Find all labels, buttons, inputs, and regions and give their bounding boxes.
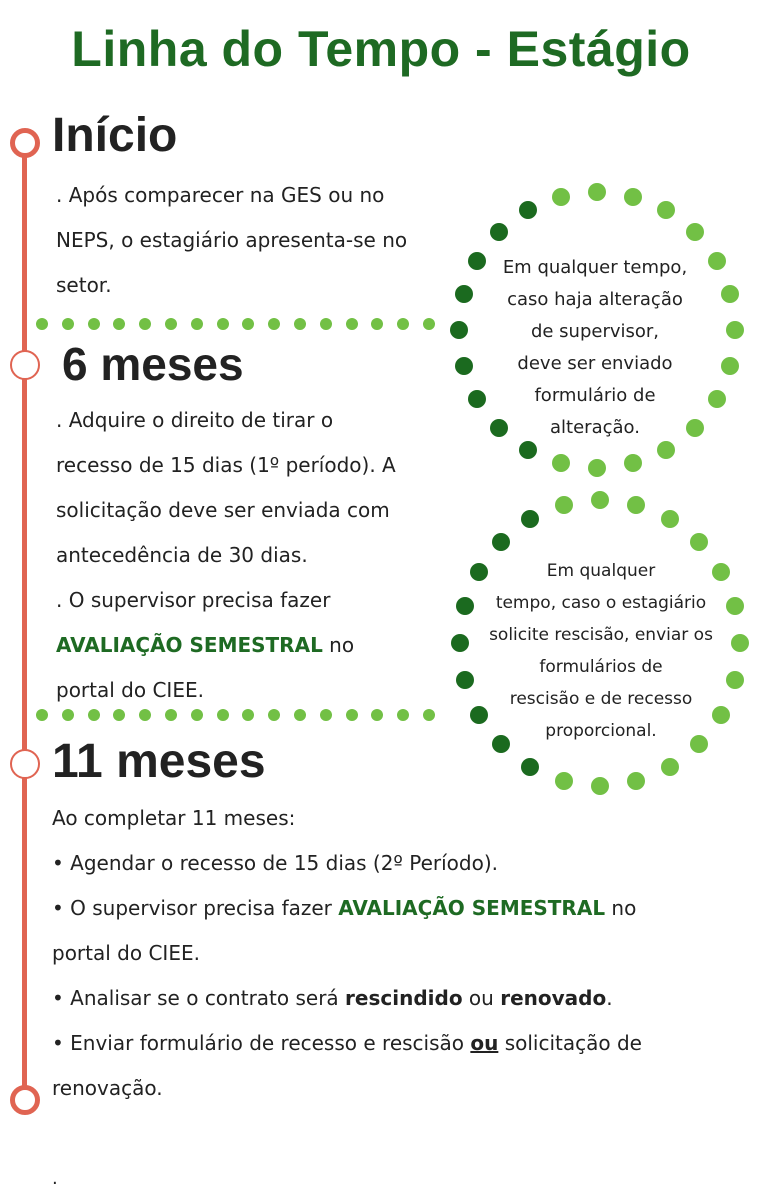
eleven-months-bullet: • Agendar o recesso de 15 dias (2º Período).	[52, 851, 498, 875]
circle-dot	[450, 321, 468, 339]
timeline-node-11-months	[10, 749, 40, 779]
circle-dot	[490, 223, 508, 241]
circle-dot	[624, 188, 642, 206]
eleven-months-heading: 11 meses	[52, 735, 266, 788]
six-months-line: . O supervisor precisa fazer	[56, 588, 331, 612]
circle-dot	[726, 321, 744, 339]
separator-dot	[320, 709, 332, 721]
circle-1-line: alteração.	[550, 417, 640, 438]
circle-dot	[555, 496, 573, 514]
circle-dot	[588, 183, 606, 201]
circle-2-line: Em qualquer	[546, 561, 656, 581]
separator-dot	[113, 318, 125, 330]
bullet-text: solicitação de	[498, 1031, 642, 1055]
circle-dot	[521, 758, 539, 776]
bullet-text: • Analisar se o contrato será	[52, 986, 346, 1010]
six-months-line-rest: no	[322, 633, 355, 657]
circle-dot	[624, 454, 642, 472]
circle-dot	[521, 510, 539, 528]
circle-dot	[455, 285, 473, 303]
circle-1-line: Em qualquer tempo,	[502, 257, 688, 278]
eleven-months-bullet	[52, 1021, 752, 1066]
circle-dot	[657, 201, 675, 219]
separator-dot	[371, 318, 383, 330]
separator-dot	[165, 318, 177, 330]
separator-dot	[268, 709, 280, 721]
separator-dot	[423, 318, 435, 330]
bullet-text: .	[606, 986, 613, 1010]
circle-dot	[661, 758, 679, 776]
separator-dot	[346, 318, 358, 330]
six-months-line: . Adquire o direito de tirar o	[56, 408, 334, 432]
separator-dot	[113, 709, 125, 721]
page-title: Linha do Tempo - Estágio	[71, 21, 691, 77]
six-months-line: antecedência de 30 dias.	[56, 543, 308, 567]
separator-dot	[217, 709, 229, 721]
timeline-line	[22, 146, 27, 1100]
separator-dot	[88, 709, 100, 721]
bullet-text: ou	[462, 986, 501, 1010]
circle-1-line: formulário de	[534, 385, 656, 406]
separator-dot	[294, 318, 306, 330]
circle-1-line: caso haja alteração	[507, 289, 683, 310]
bullet-text: • Enviar formulário de recesso e rescisão	[52, 1031, 471, 1055]
circle-1-line: de supervisor,	[530, 321, 660, 342]
inicio-line: setor.	[56, 273, 112, 297]
circle-dot	[455, 357, 473, 375]
dotted-separator	[36, 709, 436, 721]
separator-dot	[88, 318, 100, 330]
separator-dot	[139, 709, 151, 721]
eleven-months-text	[52, 796, 752, 1111]
bullet-text: no	[605, 896, 637, 920]
circle-dot	[627, 496, 645, 514]
separator-dot	[423, 709, 435, 721]
circle-1-note	[475, 252, 715, 444]
separator-dot	[191, 709, 203, 721]
bold-term: rescindido	[345, 986, 463, 1010]
separator-dot	[346, 709, 358, 721]
circle-dot	[519, 201, 537, 219]
six-months-text	[56, 398, 476, 713]
circle-dot	[686, 223, 704, 241]
separator-dot	[397, 318, 409, 330]
separator-dot	[294, 709, 306, 721]
timeline-node-start	[10, 128, 40, 158]
inicio-text	[56, 173, 476, 308]
circle-2-note	[470, 555, 732, 747]
separator-dot	[36, 318, 48, 330]
six-months-heading: 6 meses	[62, 338, 244, 390]
separator-dot	[242, 709, 254, 721]
circle-2-line: formulários de	[539, 657, 663, 677]
inicio-line: NEPS, o estagiário apresenta-se no	[56, 228, 408, 252]
eleven-months-bullet-cont: portal do CIEE.	[52, 941, 200, 965]
circle-2-line: solicite rescisão, enviar os	[489, 625, 713, 645]
circle-dot	[591, 777, 609, 795]
circle-dot	[690, 533, 708, 551]
circle-dot	[627, 772, 645, 790]
separator-dot	[165, 709, 177, 721]
circle-dot	[451, 634, 469, 652]
separator-dot	[191, 318, 203, 330]
evaluation-highlight: AVALIAÇÃO SEMESTRAL	[338, 896, 606, 920]
separator-dot	[217, 318, 229, 330]
circle-dot	[552, 454, 570, 472]
eleven-months-bullet	[52, 886, 752, 931]
footer-dot: .	[52, 1168, 58, 1189]
six-months-line: solicitação deve ser enviada com	[56, 498, 390, 522]
inicio-line: . Após comparecer na GES ou no	[56, 183, 385, 207]
bullet-text: • O supervisor precisa fazer	[52, 896, 339, 920]
separator-dot	[62, 709, 74, 721]
circle-dot	[555, 772, 573, 790]
separator-dot	[371, 709, 383, 721]
circle-dot	[492, 533, 510, 551]
underlined-term: ou	[470, 1031, 499, 1055]
circle-dot	[721, 285, 739, 303]
inicio-heading: Início	[52, 109, 178, 162]
circle-2-line: proporcional.	[545, 721, 657, 741]
circle-dot	[721, 357, 739, 375]
separator-dot	[62, 318, 74, 330]
circle-dot	[588, 459, 606, 477]
circle-1-line: deve ser enviado	[517, 353, 673, 374]
evaluation-highlight: AVALIAÇÃO SEMESTRAL	[56, 633, 323, 657]
circle-dot	[591, 491, 609, 509]
circle-dot	[661, 510, 679, 528]
six-months-line: recesso de 15 dias (1º período). A	[56, 453, 396, 477]
eleven-months-bullet-cont: renovação.	[52, 1076, 163, 1100]
timeline-node-end	[10, 1085, 40, 1115]
dotted-separator	[36, 318, 436, 330]
circle-dot	[731, 634, 749, 652]
separator-dot	[139, 318, 151, 330]
timeline-node-6-months	[10, 350, 40, 380]
separator-dot	[320, 318, 332, 330]
separator-dot	[397, 709, 409, 721]
eleven-months-intro: Ao completar 11 meses:	[52, 806, 296, 830]
bold-term: renovado	[500, 986, 607, 1010]
separator-dot	[268, 318, 280, 330]
six-months-line: portal do CIEE.	[56, 678, 204, 702]
circle-dot	[552, 188, 570, 206]
circle-2-line: tempo, caso o estagiário	[495, 593, 707, 613]
eleven-months-bullet	[52, 976, 752, 1021]
six-months-line	[56, 623, 476, 668]
circle-2-line: rescisão e de recesso	[509, 689, 693, 709]
separator-dot	[242, 318, 254, 330]
separator-dot	[36, 709, 48, 721]
